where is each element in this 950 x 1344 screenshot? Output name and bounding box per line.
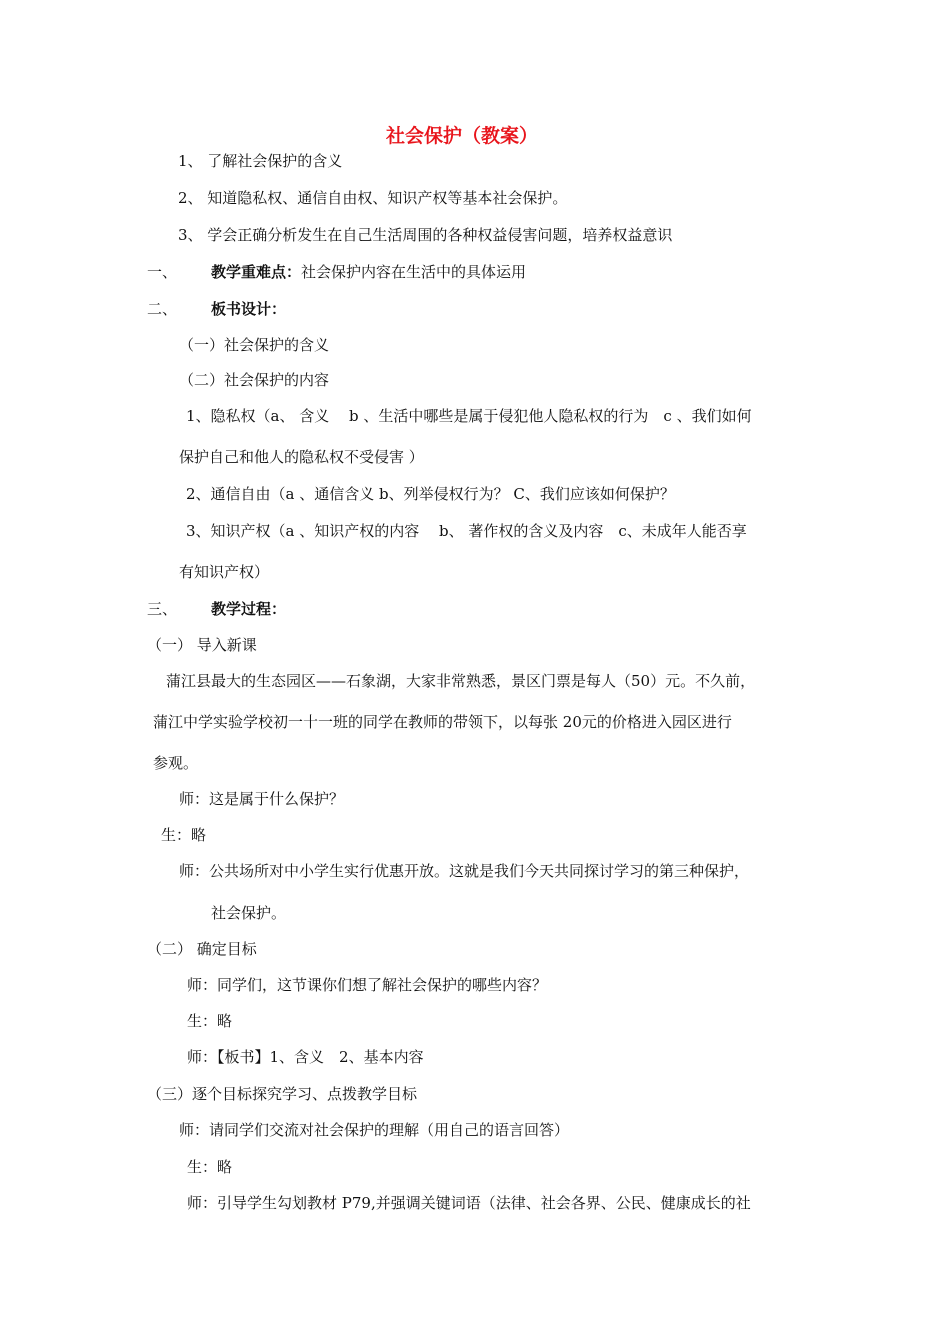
teacher-line-6: 师：引导学生勾划教材 P79,并强调关键词语（法律、社会各界、公民、健康成长的社 (187, 1194, 751, 1212)
board-part-1: （一）社会保护的含义 (179, 336, 330, 354)
story-line-1: 蒲江县最大的生态园区——石象湖，大家非常熟悉，景区门票是每人（50）元。不久前， (166, 672, 756, 690)
board-item-3-line-2: 有知识产权） (179, 563, 270, 581)
student-line-1: 生：略 (161, 826, 207, 844)
teacher-line-2a: 师：公共场所对中小学生实行优惠开放。这就是我们今天共同探讨学习的第三种保护， (179, 862, 750, 880)
story-line-3: 参观。 (153, 754, 199, 772)
section-1-number: 一、 (147, 263, 178, 281)
board-item-3-line-1: 3、知识产权（a 、知识产权的内容 b、 著作权的含义及内容 c、未成年人能否享 (186, 522, 747, 540)
process-heading-1: （一） 导入新课 (147, 636, 257, 654)
teacher-line-1: 师：这是属于什么保护？ (179, 790, 345, 808)
section-1-text: 社会保护内容在生活中的具体运用 (301, 263, 527, 281)
teacher-line-2b: 社会保护。 (211, 904, 287, 922)
section-3-number: 三、 (147, 600, 178, 618)
page-title: 社会保护（教案） (386, 125, 539, 147)
section-1-heading (211, 262, 526, 282)
section-1-label: 教学重难点： (211, 263, 302, 281)
student-line-3: 生：略 (187, 1158, 233, 1176)
process-heading-3: （三）逐个目标探究学习、点拨教学目标 (147, 1085, 418, 1103)
board-item-2: 2、通信自由（a 、通信含义 b、列举侵权行为？ C、我们应该如何保护？ (186, 485, 675, 503)
teacher-line-5: 师：请同学们交流对社会保护的理解（用自己的语言回答） (179, 1121, 570, 1139)
section-2-label: 板书设计： (211, 300, 287, 318)
board-part-2: （二）社会保护的内容 (179, 371, 330, 389)
objective-2: 2、 知道隐私权、通信自由权、知识产权等基本社会保护。 (178, 189, 568, 207)
student-line-2: 生：略 (187, 1012, 233, 1030)
teacher-line-4: 师：【板书】1、含义 2、基本内容 (187, 1048, 424, 1066)
teacher-line-3: 师：同学们，这节课你们想了解社会保护的哪些内容？ (187, 976, 548, 994)
section-3-label: 教学过程： (211, 600, 287, 618)
objective-1: 1、 了解社会保护的含义 (178, 152, 343, 170)
board-item-1-line-2: 保护自己和他人的隐私权不受侵害 ） (179, 448, 424, 466)
section-2-number: 二、 (147, 300, 178, 318)
process-heading-2: （二） 确定目标 (147, 940, 257, 958)
story-line-2: 蒲江中学实验学校初一十一班的同学在教师的带领下，以每张 20元的价格进入园区进行 (153, 713, 732, 731)
board-item-1-line-1: 1、隐私权（a、 含义 b 、生活中哪些是属于侵犯他人隐私权的行为 c 、我们如何 (186, 407, 752, 425)
objective-3: 3、 学会正确分析发生在自己生活周围的各种权益侵害问题，培养权益意识 (178, 226, 673, 244)
